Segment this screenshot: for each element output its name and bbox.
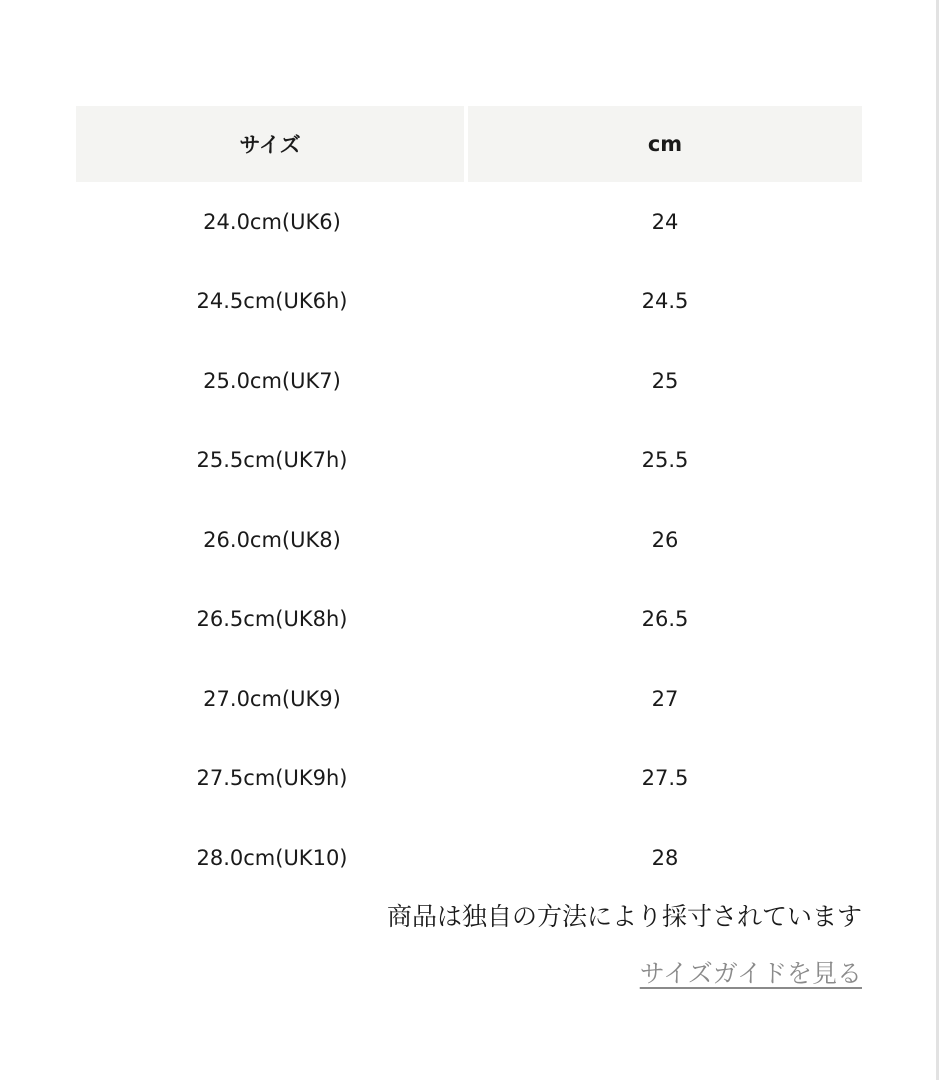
table-row [76,500,862,580]
column-header-size: サイズ [76,106,468,182]
table-row [76,818,862,898]
size-cell: 27.0cm(UK9) [203,686,341,711]
table-header-row [76,106,862,182]
cm-cell: 27 [651,686,679,711]
column-header-cm: cm [468,106,862,182]
size-cell: 26.0cm(UK8) [203,527,341,552]
size-cell: 26.5cm(UK8h) [196,607,348,632]
table-row [76,262,862,342]
table-row [76,739,862,819]
table-header [76,106,862,182]
measurement-note: 商品は独自の方法により採寸されています [386,902,862,931]
cm-cell: 28 [651,845,679,870]
size-cell: 24.5cm(UK6h) [196,289,348,314]
table-row [76,421,862,501]
size-cell: 24.0cm(UK6) [203,209,341,234]
size-cell: 28.0cm(UK10) [196,845,348,870]
cm-cell: 26.5 [641,607,689,632]
table-row [76,659,862,739]
size-chart-table [76,106,862,898]
cm-cell: 26 [651,527,679,552]
size-guide-link[interactable]: サイズガイドを見る [639,959,862,988]
size-cell: 25.5cm(UK7h) [196,448,348,473]
size-cell: 25.0cm(UK7) [203,368,341,393]
table-row [76,182,862,262]
cm-cell: 24.5 [641,289,689,314]
size-cell: 27.5cm(UK9h) [196,766,348,791]
table-row [76,341,862,421]
table-body [76,182,862,898]
cm-cell: 27.5 [641,766,689,791]
cm-cell: 25 [651,368,679,393]
table-row [76,580,862,660]
cm-cell: 24 [651,209,679,234]
cm-cell: 25.5 [641,448,689,473]
